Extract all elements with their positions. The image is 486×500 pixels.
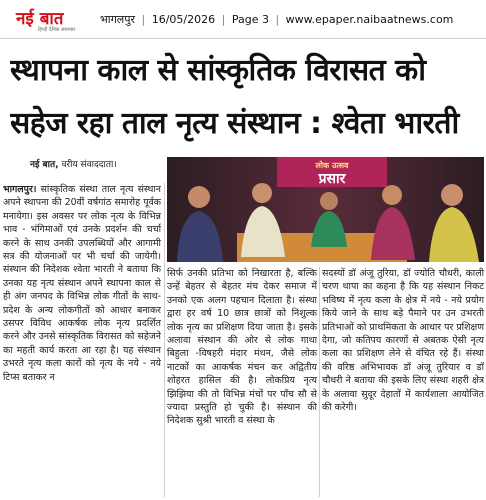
masthead — [0, 0, 486, 38]
separator: | — [275, 13, 280, 26]
separator: | — [221, 13, 226, 26]
article-text: सांस्कृतिक संस्था ताल नृत्य संस्थान अपने स्थापना की 20वीं वर्षगांठ समारोह पूर्वक मनायेगा। इस अवसर पर लोक नृत्य के विभिन्न भाव - भंगिमाओं एवं उनके प्रदर्शन की चर्चा करने के साथ उनकी उपलब्धियों और आगामी सत्र की योजनाओं पर भी चर्चा की जायेगी। संस्थान की निदेशक श्वेता भारती ने बताया कि उनका यह नृत्य संस्थान अपने स्थापना काल से ही अंग जनपद के विभिन्न लोक गीतों के साथ- प्रदेश के अन्य लोकगीतों को आधार बनाकर उसपर विविध आकर्षक लोक नृत्य प्रदर्शित करने और उनसे सांस्कृतिक विरासत को सहेजने का महती कार्य करता आ रहा है। यह संस्थान उभरते नृत्य कला कारों को नृत्य के नये - नये टिप्स बताकर न — [3, 184, 161, 383]
newspaper-logo[interactable] — [16, 6, 90, 34]
article-column-1 — [3, 183, 161, 498]
edition-city: भागलपुर — [100, 13, 135, 26]
separator: | — [141, 13, 146, 26]
column-divider — [164, 183, 165, 497]
banner-text-1: लोक उत्सव — [315, 161, 349, 170]
website-link[interactable]: www.epaper.naibaatnews.com — [285, 13, 454, 26]
event-photo — [167, 157, 484, 262]
article-paragraph — [3, 183, 161, 384]
edition-info — [100, 12, 453, 27]
column-divider — [319, 267, 320, 497]
byline — [30, 157, 117, 170]
edition-date: 16/05/2026 — [151, 13, 216, 26]
article-column-3 — [322, 267, 484, 497]
logo-text: नई बात — [16, 9, 64, 29]
logo-tagline: हिन्दी दैनिक समाचार — [38, 27, 76, 33]
masthead-divider — [0, 38, 486, 39]
headline-line-2: सहेज रहा ताल नृत्य संस्थान : श्वेता भारती — [10, 106, 459, 141]
dateline: भागलपुर। — [3, 184, 37, 195]
banner-text-2: प्रसार — [318, 171, 346, 187]
article-column-2 — [167, 267, 317, 497]
page-number: Page 3 — [231, 13, 269, 26]
event-photo-graphic — [167, 157, 484, 262]
byline-desk: वरीय संवाददाता। — [61, 160, 117, 170]
headline-line-1: स्थापना काल से सांस्कृतिक विरासत को — [10, 53, 426, 88]
article-text: सदस्यों डॉ अंजू तुरिया, डॉ ज्योति चौधरी, काली चरण थापा का कहना है कि यह संस्थान निकट भविष्य में नृत्य कला के क्षेत्र में नये - नये प्रयोग किये जाने के साथ बड़े पैमाने पर उन उभरती प्रतिभाओं को प्राथमिकता के आधार पर प्रशिक्षण देगा, जो कतिपय कारणों से अबतक ऐसी नृत्य कला का प्रशिक्षण लेने से वंचित रहे हैं। संस्था की वरिष्ठ अभिभावक डॉ अंजू तुरियार व डॉ चौधरी ने बताया की इसके लिए संस्था शहरी क्षेत्र के अलावा सुदूर देहातों में कार्यशाला आयोजित की करेगी। — [322, 268, 484, 414]
article-text: सिर्फ उनकी प्रतिभा को निखारता है, बल्कि उन्हें बेहतर से बेहतर मंच देकर समाज में उनको एक अलग पहचान दिलाता है। संस्था द्वारा हर वर्ष 10 छात्र छात्रों को निशुल्क लोक नृत्य का प्रशिक्षण दिया जाता है। इसके अलावा संस्थान की ओर से लोक गाथा बिहुला -विषहरी मंदार मंथन, जैसे लोक नाटकों का आकर्षक मंचन कर अद्वितीय शोहरत हासिल की है। लोकप्रिय नृत्य झिझिया की तो विभिन्न मंचों पर पाँच सौ से ज्यादा प्रस्तुति हो चुकी है। संस्थान की निदेशक सुश्री भारती व संस्था के — [167, 268, 317, 427]
byline-source: नई बात, — [30, 160, 59, 170]
